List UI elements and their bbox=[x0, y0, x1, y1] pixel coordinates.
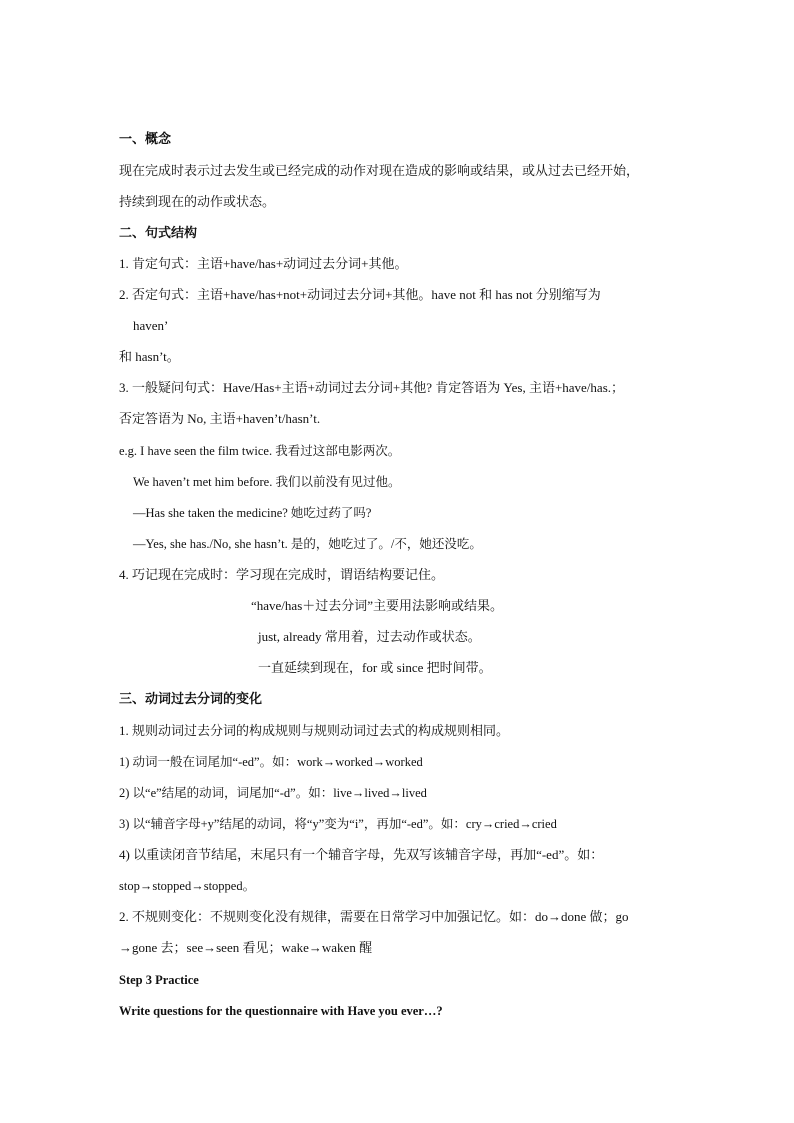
list-item: 1) 动词一般在词尾加“-ed”。如：work→worked→worked bbox=[119, 755, 423, 769]
list-item: 2. 不规则变化：不规则变化没有规律，需要在日常学习中加强记忆。如：do→done 做；go bbox=[119, 909, 629, 924]
paragraph-line: 持续到现在的动作或状态。 bbox=[119, 194, 276, 209]
paragraph-line: 否定答语为 No, 主语+haven’t/hasn’t. bbox=[119, 411, 321, 426]
example-line: We haven’t met him before. 我们以前没有见过他。 bbox=[133, 475, 401, 489]
list-item: 1. 规则动词过去分词的构成规则与规则动词过去式的构成规则相同。 bbox=[119, 723, 510, 738]
list-item: 3) 以“辅音字母+y”结尾的动词，将“y”变为“i”，再加“-ed”。如：cry→cried→cried bbox=[119, 817, 557, 831]
list-item: 2. 否定句式：主语+have/has+not+动词过去分词+其他。have not 和 has not 分别缩写为 bbox=[119, 287, 601, 302]
step-heading: Step 3 Practice bbox=[119, 973, 199, 987]
rhyme-line: 一直延续到现在，for 或 since 把时间带。 bbox=[258, 660, 492, 675]
example-line: —Yes, she has./No, she hasn’t. 是的，她吃过了。/不，她还没吃。 bbox=[133, 537, 482, 551]
paragraph-line: 现在完成时表示过去发生或已经完成的动作对现在造成的影响或结果，或从过去已经开始， bbox=[119, 163, 640, 178]
rhyme-line: just, already 常用着，过去动作或状态。 bbox=[258, 629, 481, 644]
list-item: 4) 以重读闭音节结尾，末尾只有一个辅音字母，先双写该辅音字母，再加“-ed”。如： bbox=[119, 847, 604, 862]
list-item: 4. 巧记现在完成时：学习现在完成时，谓语结构要记住。 bbox=[119, 567, 445, 582]
paragraph-line: →gone 去；see→seen 看见；wake→waken 醒 bbox=[119, 940, 373, 955]
section-heading-participle: 三、动词过去分词的变化 bbox=[119, 691, 263, 706]
rhyme-line: “have/has＋过去分词”主要用法影响或结果。 bbox=[251, 598, 504, 613]
list-item: 1. 肯定句式：主语+have/has+动词过去分词+其他。 bbox=[119, 256, 408, 271]
paragraph-line: 和 hasn’t。 bbox=[119, 349, 180, 364]
example-line: —Has she taken the medicine? 她吃过药了吗? bbox=[133, 506, 372, 520]
instruction-line: Write questions for the questionnaire with Have you ever…? bbox=[119, 1004, 443, 1018]
list-item: 3. 一般疑问句式：Have/Has+主语+动词过去分词+其他? 肯定答语为 Yes, 主语+have/has.； bbox=[119, 380, 625, 395]
paragraph-line: haven’ bbox=[133, 318, 169, 333]
section-heading-concept: 一、概念 bbox=[119, 131, 172, 146]
list-item: 2) 以“e”结尾的动词，词尾加“-d”。如：live→lived→lived bbox=[119, 786, 427, 800]
paragraph-line: stop→stopped→stopped。 bbox=[119, 879, 256, 893]
section-heading-structure: 二、句式结构 bbox=[119, 225, 198, 240]
example-line: e.g. I have seen the film twice. 我看过这部电影两次。 bbox=[119, 444, 401, 458]
